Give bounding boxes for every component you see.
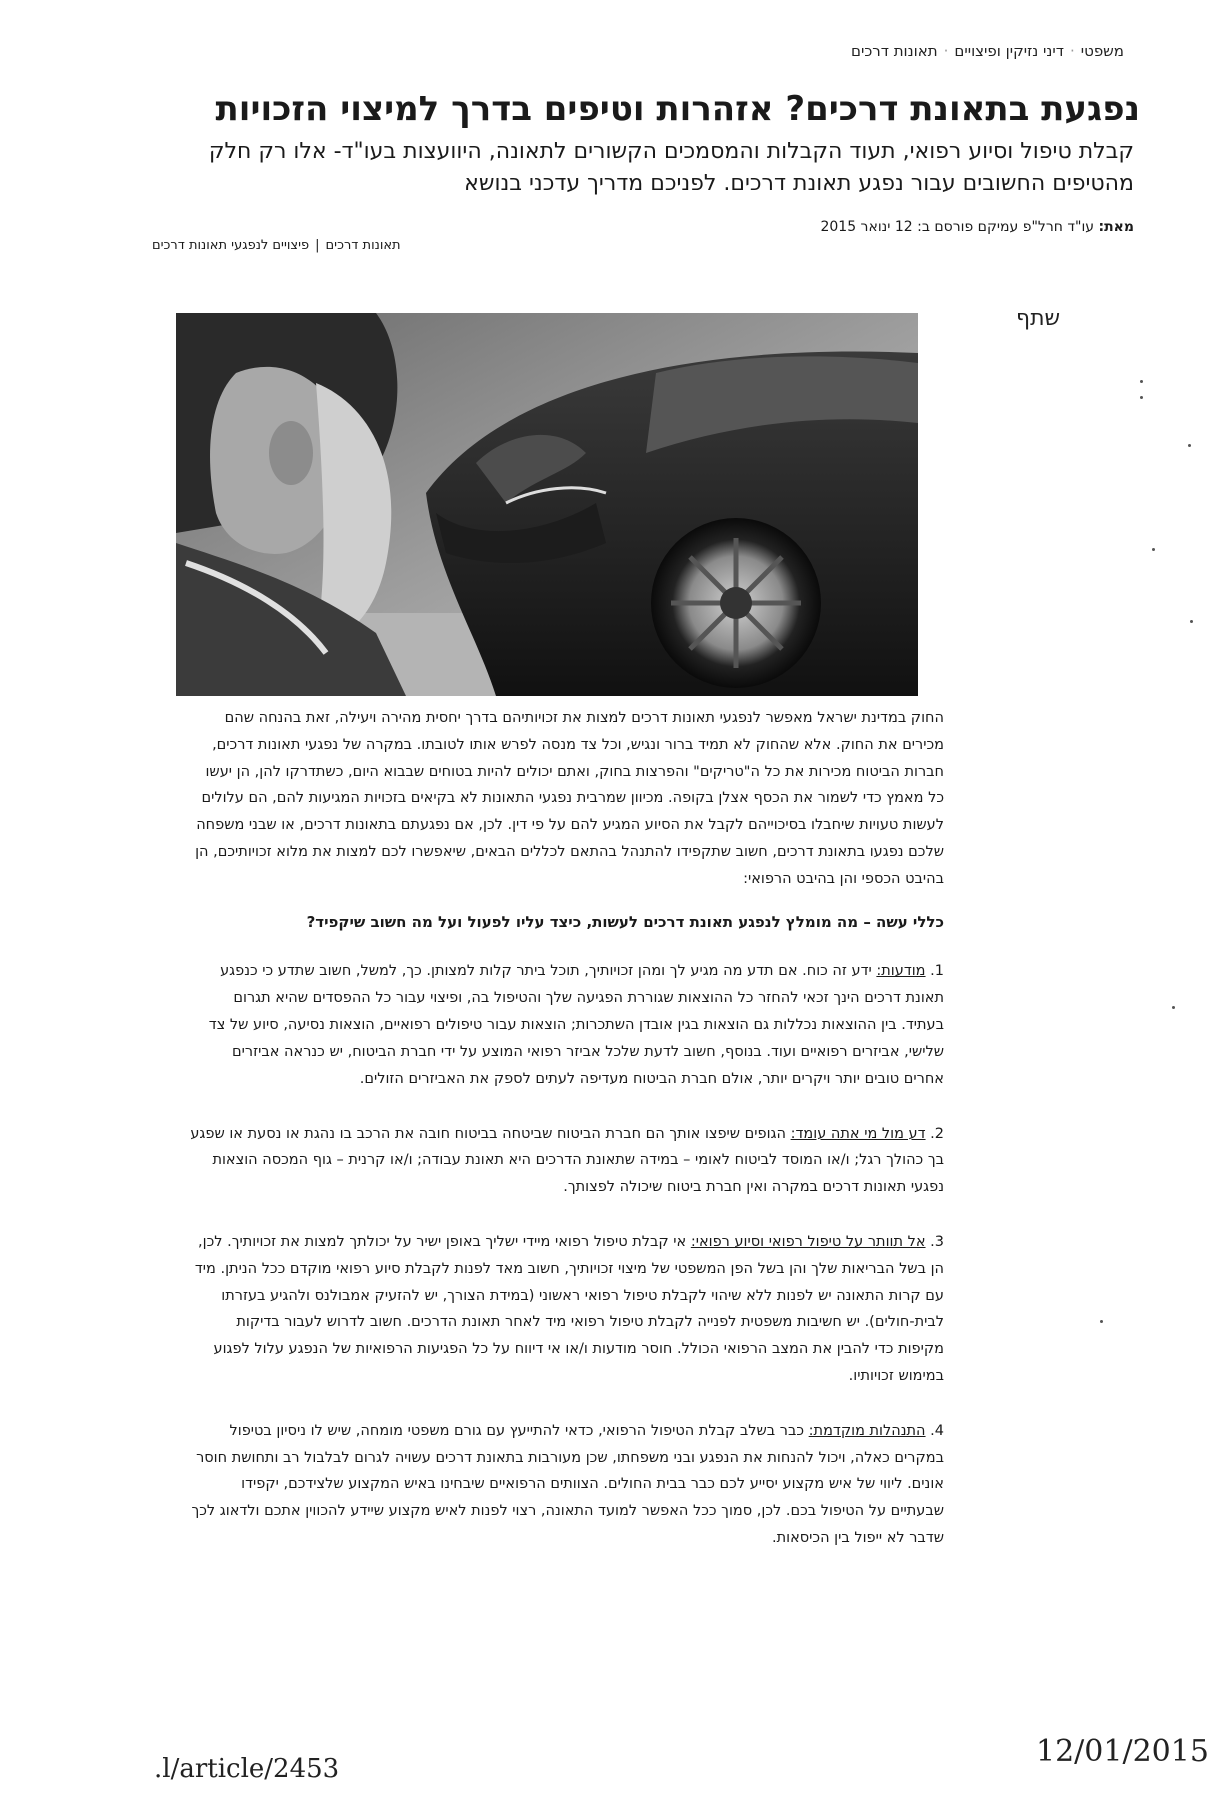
tag-compensation[interactable]: פיצויים לנפגעי תאונות דרכים (152, 238, 310, 253)
breadcrumb-item-torts[interactable]: דיני נזיקין ופיצויים (954, 42, 1064, 60)
rule-title: מודעות: (876, 963, 926, 980)
breadcrumb-item-legal[interactable]: משפטי (1080, 42, 1124, 60)
breadcrumb-separator: · (1069, 42, 1075, 60)
rule-text: אי קבלת טיפול רפואי מיידי ישליך באופן ישיר על יכולתך למצות את זכויותיך. לכן, הן בשל הבריאות שלך והן בשל הפן המשפטי של מיצוי זכויותיך, חשוב מאד לפנות לקבלת סיוע רפואי מוקדם ככל הניתן. מיד עם קרות התאונה יש לפנות ללא שיהוי לקבלת טיפול רפואי ראשוני (במידת הצורך, יש להזעיק אמבולנס ולהגיע בעזרתו לבית-חולים). יש חשיבות משפטית לפנייה לקבלת טיפול רפואי מיד לאחר תאונת הדרכים. חשוב לדרוש לעבור בדיקות מקיפות כדי להבין את המצב הרפואי הכולל. חוסר מודעות ו/או אי דיווח על כל הפגיעות הרפואיות של הנפגע עלול לפגוע במימוש זכויותיו. (194, 1233, 944, 1384)
breadcrumb-separator: · (943, 42, 949, 60)
rule-text: כבר בשלב קבלת הטיפול הרפואי, כדאי להתייעץ עם גורם משפטי מומחה, שיש לו ניסיון בטיפול במקרים כאלה, ויכול להנחות את הנפגע ובני משפחתו, שכן מעורבות בתאונת דרכים עשויה לגרום לבלבול רב ותחושת חוסר אונים. ליווי של איש מקצוע יסייע לכם כבר בבית החולים. הצוותים הרפואיים שיבחינו באיש המקצוע שלצידכם, יקפידו שבעתיים על הטיפול בכם. לכן, סמוך ככל האפשר למועד התאונה, רצוי לפנות לאיש מקצוע שיידע להכווין אתכם ולדאוג לכך שדבר לא ייפול בין הכיסאות. (191, 1422, 944, 1547)
article-photo (176, 313, 918, 696)
rule-item (189, 1229, 944, 1390)
article-subtitle: קבלת טיפול וסיוע רפואי, תעוד הקבלות והמסמכים הקשורים לתאונה, היוועצות בעו"ד- אלו רק חלק מהטיפים החשובים עבור נפגע תאונת דרכים. לפניכם מדריך עדכני בנושא (208, 139, 1134, 196)
article-intro: החוק במדינת ישראל מאפשר לנפגעי תאונות דרכים למצות את זכויותיהם בדרך יחסית מהירה ויעילה, זאת בהנחה שהם מכירים את החוק. אלא שהחוק לא תמיד ברור ונגיש, וכל צד מנסה לפרש אותו לטובתו. במקרה של נפגעי תאונות דרכים, חברות הביטוח מכירות את כל ה"טריקים" והפרצות בחוק, ואתם יכולים להיות בטוחים שבבוא היום, כשתדרקו להן, הן יעשו כל מאמץ כדי לשמור את הכסף אצלן בקופה. מכיוון שמרבית נפגעי התאונות לא בקיאים בזכויות המגיעות להם, הם עלולים לעשות טעויות שיחבלו בסיכוייהם לקבל את הסיוע המגיע להם על פי דין. לכן, אם נפגעתם בתאונות דרכים, או שבני משפחה שלכם נפגעו בתאונת דרכים, חשוב שתקפידו להתנהל בהתאם לכללים הבאים, שיאפשרו לכם למצות את מלוא זכויותיכם, הן בהיבט הכספי והן בהיבט הרפואי: (195, 710, 944, 887)
share-button[interactable]: שתף (1016, 306, 1061, 331)
rule-number: 1. (930, 963, 944, 980)
breadcrumb (851, 42, 1124, 60)
rule-number: 3. (930, 1233, 944, 1250)
byline-author[interactable]: עו"ד חרל"פ עמיקם (977, 219, 1095, 235)
tag-road-accidents[interactable]: תאונות דרכים (325, 238, 401, 253)
rule-item (189, 1121, 944, 1201)
footer-date: 12/01/2015 (1036, 1734, 1209, 1769)
byline-date: 12 ינואר 2015 (820, 219, 913, 235)
rule-number: 4. (930, 1422, 944, 1439)
byline-from-label: מאת: (1098, 219, 1134, 235)
footer-url: .l/article/2453 (154, 1754, 340, 1784)
rule-text: הגופים שיפצו אותך הם חברת הביטוח שביטחה בביטוח חובה את הרכב בו נהגת או נסעת או שפגע בך כהולך רגל; ו/או המוסד לביטוח לאומי – במידה שתאונת הדרכים היא תאונת עבודה; ו/או קרנית – גוף המכסה הוצאות נפגעי תאונות דרכים במקרה ואין חברת ביטוח שיכולה לפצותך. (190, 1125, 944, 1196)
rule-title: התנהלות מוקדמת: (808, 1422, 926, 1439)
byline-published-label: פורסם ב: (917, 219, 974, 235)
article-tags (152, 238, 401, 253)
breadcrumb-item-road-accidents[interactable]: תאונות דרכים (851, 42, 938, 60)
rule-title: אל תוותר על טיפול רפואי וסיוע רפואי: (690, 1233, 926, 1250)
rule-number: 2. (930, 1125, 944, 1142)
rule-item (189, 958, 944, 1092)
article-byline (820, 219, 1134, 235)
article-body (189, 705, 944, 1580)
rule-title: דע מול מי אתה עומד: (790, 1125, 926, 1142)
car-accident-photo (176, 313, 918, 696)
rules-heading: כללי עשה – מה מומלץ לנפגע תאונת דרכים לעשות, כיצד עליו לפעול ועל מה חשוב שיקפיד? (306, 912, 944, 931)
tag-separator: | (315, 238, 320, 253)
rule-item (189, 1418, 944, 1552)
rule-text: ידע זה כוח. אם תדע מה מגיע לך ומהן זכויותיך, תוכל ביתר קלות למצותן. כך, למשל, חשוב שתדע כי כנפגע תאונת דרכים הינך זכאי להחזר כל ההוצאות שגוררת הפגיעה שלך והטיפול בה, ופיצוי עבור כל ההפסדים שהיא תגרום בעתיד. בין ההוצאות נכללות גם הוצאות בגין אובדן השתכרות; הוצאות עבור טיפולים רפואיים, הוצאות נסיעה, סיוע של צד שלישי, אביזרים רפואיים ועוד. בנוסף, חשוב לדעת שלכל אביזר רפואי המוצע על ידי חברת הביטוח, יש כנראה אביזרים אחרים טובים יותר ויקרים יותר, אולם חברת הביטוח מעדיפה לעתים לספק את האביזרים הזולים. (208, 963, 944, 1087)
page-title: נפגעת בתאונת דרכים? אזהרות וטיפים בדרך למיצוי הזכויות (215, 89, 1140, 129)
